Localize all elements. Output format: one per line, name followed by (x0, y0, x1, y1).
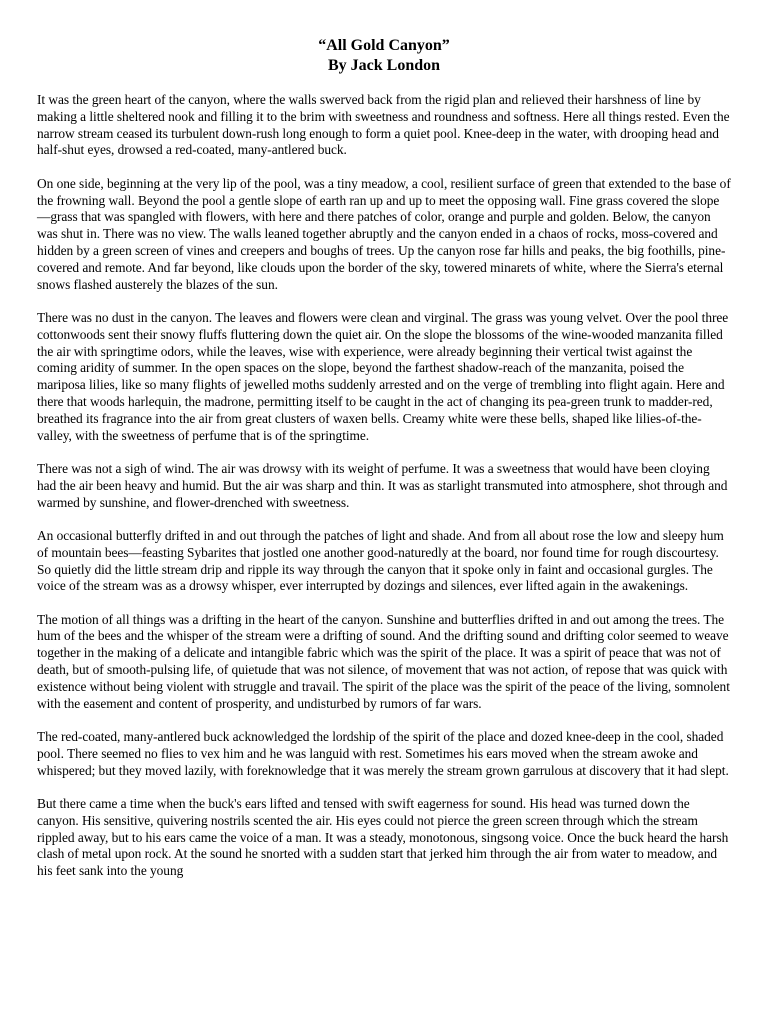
paragraph-7: The red-coated, many-antlered buck acknowledged the lordship of the spirit of the place and dozed knee-deep in the cool, shaded pool. There seemed no flies to vex him and he was languid with rest. Sometimes his ears moved when the stream awoke and whispered; but they moved lazily, with foreknowledge that it was merely the stream grown garrulous at discovery that it had slept. (37, 729, 729, 778)
paragraph-1: It was the green heart of the canyon, where the walls swerved back from the rigid plan and relieved their harshness of line by making a little sheltered nook and filling it to the brim with sweetness and roundness and softness. Here all things rested. Even the narrow stream ceased its turbulent down-rush long enough to form a quiet pool. Knee-deep in the water, with drooping head and half-shut eyes, drowsed a red-coated, many-antlered buck. (37, 92, 730, 158)
document-page (37, 36, 731, 897)
paragraph-6: The motion of all things was a drifting in the heart of the canyon. Sunshine and butterflies drifted in and out among the trees. The hum of the bees and the whisper of the stream were a drifting of sound. And the drifting sound and drifting color seemed to weave together in the making of a delicate and intangible fabric which was the spirit of the place. It was a spirit of peace that was not of death, but of smooth-pulsing life, of quietude that was not silence, of movement that was not action, of repose that was quick with existence without being violent with struggle and travail. The spirit of the place was the spirit of the peace of the living, somnolent with the easement and content of prosperity, and undisturbed by rumors of far wars. (37, 611, 730, 711)
document-author: By Jack London (327, 57, 441, 74)
paragraph-5: An occasional butterfly drifted in and out through the patches of light and shade. And from all about rose the low and sleepy hum of mountain bees—feasting Sybarites that jostled one another good-naturedly at the board, nor found time for rough discourtesy. So quietly did the little stream drip and ripple its way through the canyon that it spoke only in faint and occasional gurgles. The voice of the stream was as a drowsy whisper, ever interrupted by dozings and silences, ever lifted again in the awakenings. (37, 527, 724, 594)
paragraph-8: But there came a time when the buck's ears lifted and tensed with swift eagerness for sound. His head was turned down the canyon. His sensitive, quivering nostrils scented the air. His eyes could not pierce the green screen through which the stream rippled away, but to his ears came the voice of a man. It was a steady, monotonous, singsong voice. Once the buck heard the harsh clash of metal upon rock. At the sound he snorted with a sudden start that jerked him through the air from water to meadow, and his feet sank into the young (37, 796, 729, 879)
paragraph-4: There was not a sigh of wind. The air was drowsy with its weight of perfume. It was a sweetness that would have been cloying had the air been heavy and humid. But the air was sharp and thin. It was as starlight transmuted into atmosphere, shot through and warmed by sunshine, and flower-drenched with sweetness. (37, 460, 728, 510)
document-title: “All Gold Canyon” (318, 37, 450, 54)
title-block (37, 36, 731, 76)
paragraph-2: On one side, beginning at the very lip of the pool, was a tiny meadow, a cool, resilient surface of green that extended to the base of the frowning wall. Beyond the pool a gentle slope of earth ran up and up to meet the opposing wall. Fine grass covered the slope—grass that was spangled with flowers, with here and there patches of color, orange and purple and golden. Below, the canyon was shut in. There was no view. The walls leaned together abruptly and the canyon ended in a chaos of rocks, moss-covered and hidden by a green screen of vines and creepers and boughs of trees. Up the canyon rose far hills and peaks, the big foothills, pine-covered and remote. And far beyond, like clouds upon the border of the sky, towered minarets of white, where the Sierra's eternal snows flashed austerely the blazes of the sun. (37, 175, 731, 292)
paragraph-3: There was no dust in the canyon. The leaves and flowers were clean and virginal. The grass was young velvet. Over the pool three cottonwoods sent their snowy fluffs fluttering down the quiet air. On the slope the blossoms of the wine-wooded manzanita filled the air with springtime odors, while the leaves, wise with experience, were already beginning their vertical twist against the coming aridity of summer. In the open spaces on the slope, beyond the farthest shadow-reach of the manzanita, poised the mariposa lilies, like so many flights of jewelled moths suddenly arrested and on the verge of trembling into flight again. Here and there that woods harlequin, the madrone, permitting itself to be caught in the act of changing its pea-green trunk to madder-red, breathed its fragrance into the air from great clusters of waxen bells. Creamy white were these bells, shaped like lilies-of-the-valley, with the sweetness of perfume that is of the springtime. (37, 309, 729, 443)
